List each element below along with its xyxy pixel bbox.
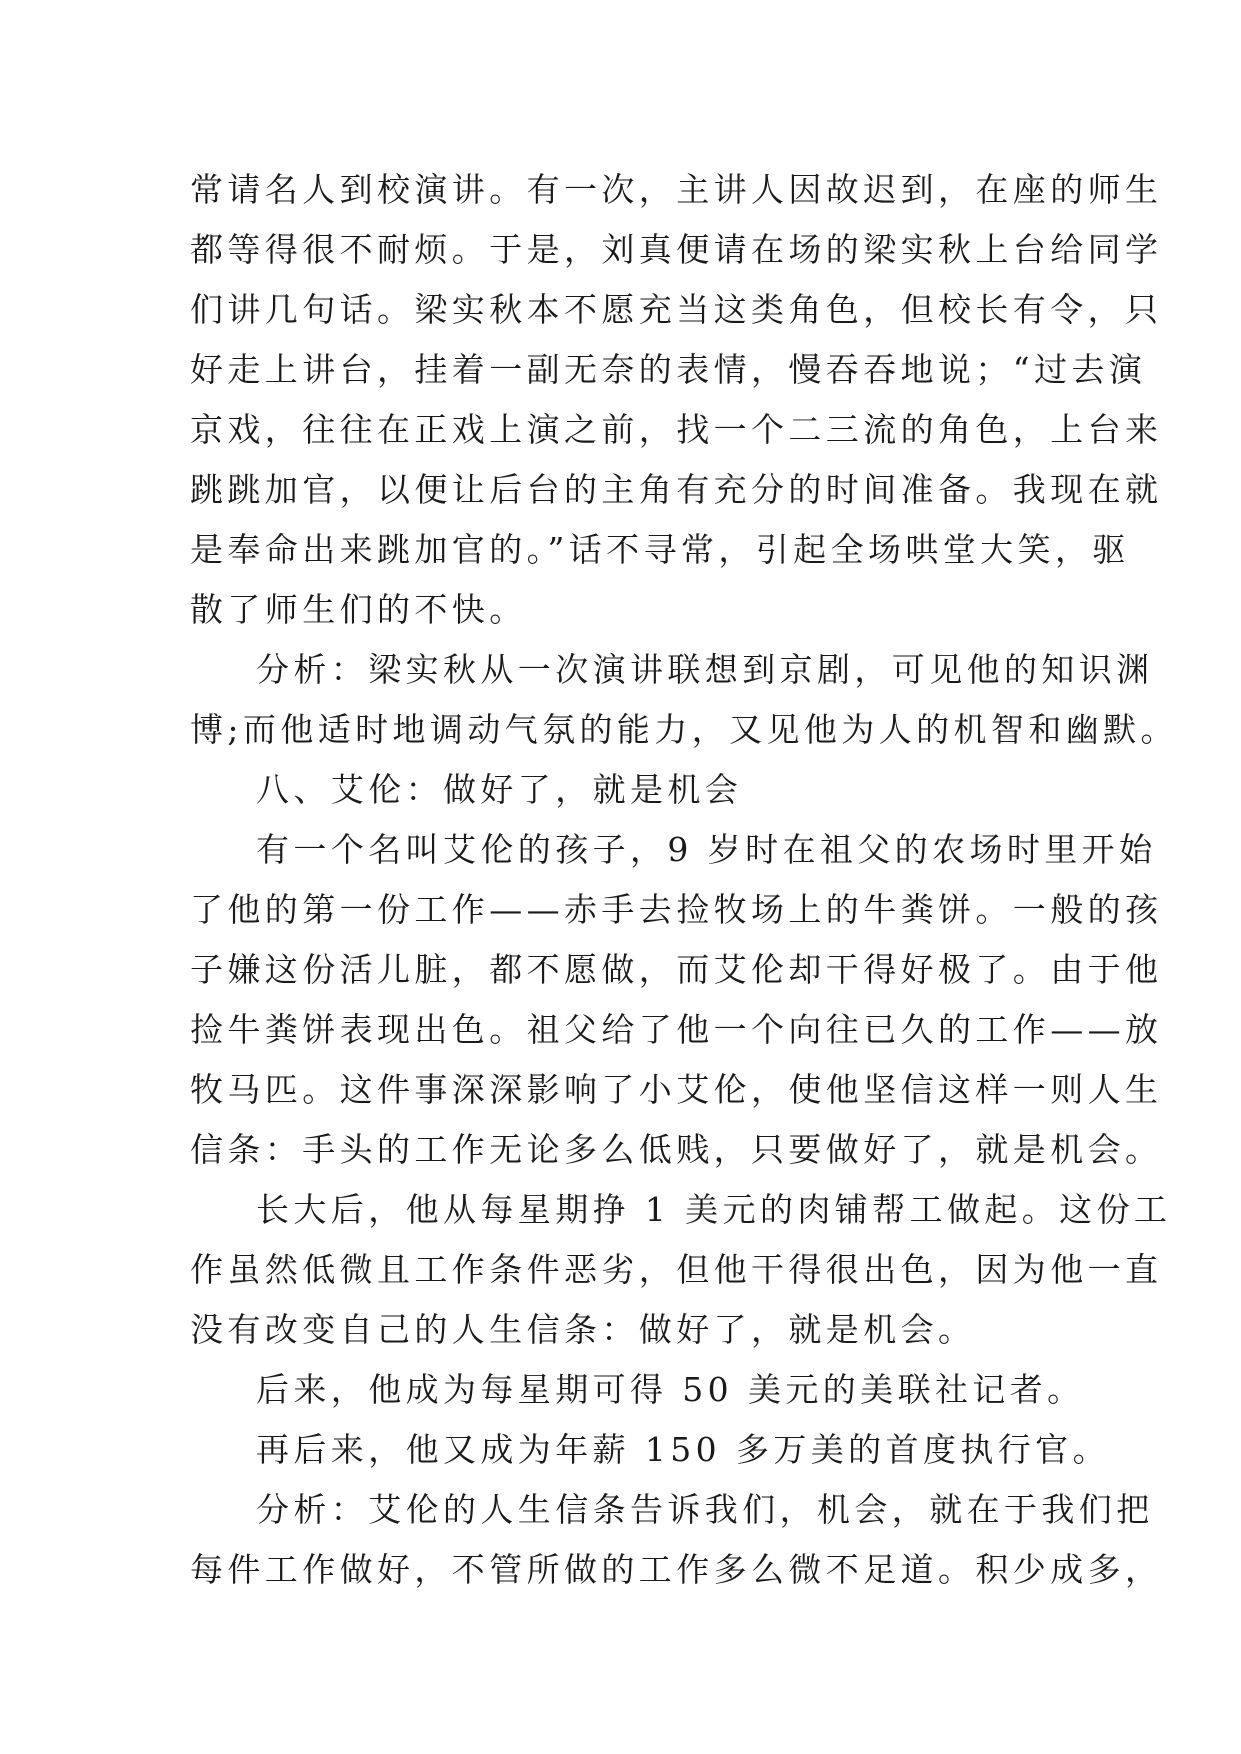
text-line: 分析：艾伦的人生信条告诉我们，机会，就在于我们把 <box>256 1490 1154 1529</box>
text-line: 了他的第一份工作——赤手去捡牧场上的牛粪饼。一般的孩 <box>190 890 1163 929</box>
text-line: 是奉命出来跳加官的。”话不寻常，引起全场哄堂大笑，驱 <box>190 530 1130 569</box>
text-line: 再后来，他又成为年薪 150 多万美的首度执行官。 <box>256 1430 1110 1469</box>
text-line: 捡牛粪饼表现出色。祖父给了他一个向往已久的工作——放 <box>190 1010 1163 1049</box>
text-line: 跳跳加官，以便让后台的主角有充分的时间准备。我现在就 <box>190 470 1163 509</box>
text-line: 分析：梁实秋从一次演讲联想到京剧，可见他的知识渊 <box>256 650 1154 689</box>
document-body <box>190 160 1178 1600</box>
text-line: 牧马匹。这件事深深影响了小艾伦，使他坚信这样一则人生 <box>190 1070 1163 1109</box>
text-line: 们讲几句话。梁实秋本不愿充当这类角色，但校长有令，只 <box>190 290 1163 329</box>
text-line: 没有改变自己的人生信条：做好了，就是机会。 <box>190 1310 976 1349</box>
text-line: 京戏，往往在正戏上演之前，找一个二三流的角色，上台来 <box>190 410 1163 449</box>
text-line: 好走上讲台，挂着一副无奈的表情，慢吞吞地说；“过去演 <box>190 350 1147 389</box>
text-line: 作虽然低微且工作条件恶劣，但他干得很出色，因为他一直 <box>190 1250 1163 1289</box>
text-line: 有一个名叫艾伦的孩子，9 岁时在祖父的农场时里开始 <box>256 830 1157 869</box>
text-line: 每件工作做好，不管所做的工作多么微不足道。积少成多， <box>190 1550 1163 1589</box>
text-line: 子嫌这份活儿脏，都不愿做，而艾伦却干得好极了。由于他 <box>190 950 1163 989</box>
text-line: 博;而他适时地调动气氛的能力，又见他为人的机智和幽默。 <box>190 710 1178 749</box>
text-line: 常请名人到校演讲。有一次，主讲人因故迟到，在座的师生 <box>190 170 1163 209</box>
text-line: 八、艾伦：做好了，就是机会 <box>256 770 743 809</box>
text-line: 都等得很不耐烦。于是，刘真便请在场的梁实秋上台给同学 <box>190 230 1163 269</box>
text-line: 信条：手头的工作无论多么低贱，只要做好了，就是机会。 <box>190 1130 1163 1169</box>
text-line: 长大后，他从每星期挣 1 美元的肉铺帮工做起。这份工 <box>256 1190 1172 1229</box>
text-line: 后来，他成为每星期可得 50 美元的美联社记者。 <box>256 1370 1085 1409</box>
text-line: 散了师生们的不快。 <box>190 590 527 629</box>
